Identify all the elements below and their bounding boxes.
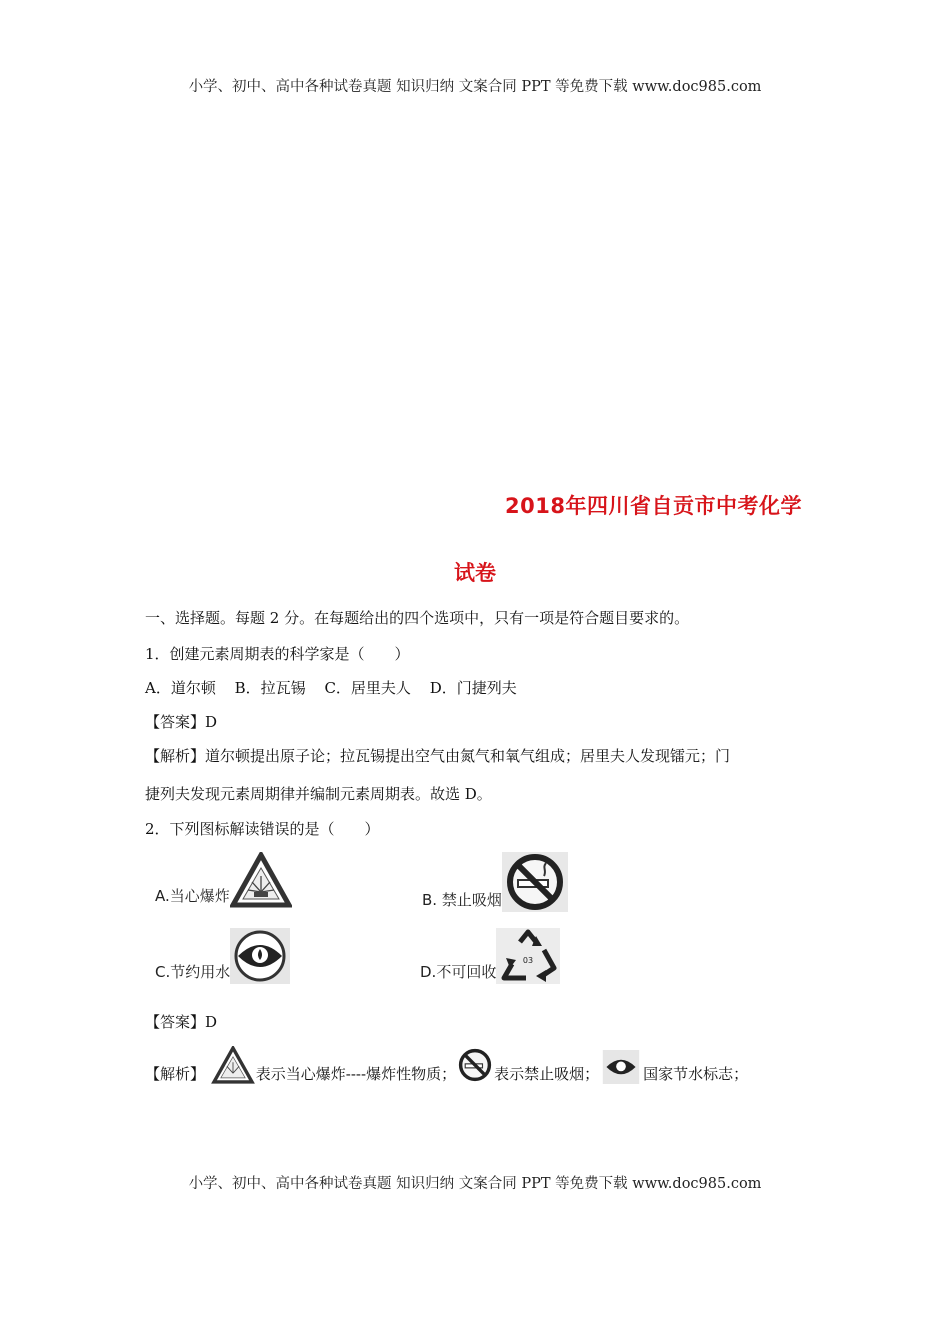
q2-analysis: [145, 1046, 748, 1084]
q2-stem: 2．下列图标解读错误的是（ ）: [145, 820, 380, 838]
q1-option-d: D．门捷列夫: [429, 679, 517, 697]
q1-option-b: B．拉瓦锡: [234, 679, 306, 697]
q1-option-a: A．道尔顿: [145, 679, 216, 697]
q1-answer: 【答案】D: [145, 713, 218, 731]
svg-text:03: 03: [523, 956, 534, 965]
q2-analysis-prefix: 【解析】: [145, 1065, 206, 1083]
q2-option-d: [420, 928, 560, 984]
exam-title-cont: 试卷: [454, 561, 496, 585]
explosive-warning-icon: [210, 1046, 256, 1084]
q2-answer: 【答案】D: [145, 1013, 218, 1031]
page-header: 小学、初中、高中各种试卷真题 知识归纳 文案合同 PPT 等免费下载 www.doc985.com: [188, 79, 762, 95]
q2-analysis-part1: 表示当心爆炸----爆炸性物质；: [255, 1065, 457, 1083]
q2-option-d-label: D.不可回收: [420, 963, 497, 981]
explosive-warning-icon: [230, 852, 292, 908]
section-heading: 一、选择题。每题 2 分。在每题给出的四个选项中，只有一项是符合题目要求的。: [145, 609, 690, 627]
page-footer: 小学、初中、高中各种试卷真题 知识归纳 文案合同 PPT 等免费下载 www.doc985.com: [188, 1176, 762, 1192]
q2-option-b-label: B. 禁止吸烟: [422, 891, 502, 909]
q2-option-a: [155, 852, 292, 908]
recycle-icon: [496, 928, 560, 984]
q1-options: [145, 677, 531, 698]
q2-option-a-label: A.当心爆炸: [155, 887, 230, 905]
q1-analysis-line1: 【解析】道尔顿提出原子论；拉瓦锡提出空气由氮气和氧气组成；居里夫人发现镭元；门: [145, 747, 731, 765]
no-smoking-icon: [502, 852, 568, 912]
q1-stem: 1．创建元素周期表的科学家是（ ）: [145, 645, 410, 663]
q2-option-c: [155, 928, 290, 984]
q2-analysis-part2: 表示禁止吸烟；: [494, 1065, 600, 1083]
q1-option-c: C．居里夫人: [324, 679, 411, 697]
q2-analysis-part3: 国家节水标志；: [643, 1065, 749, 1083]
water-saving-icon: [599, 1050, 643, 1084]
exam-title: 2018年四川省自贡市中考化学: [505, 494, 802, 518]
q1-analysis-line2: 捷列夫发现元素周期律并编制元素周期表。故选 D。: [145, 785, 492, 803]
no-smoking-icon: [456, 1046, 494, 1084]
q2-option-c-label: C.节约用水: [155, 963, 231, 981]
water-saving-icon: [230, 928, 290, 984]
q2-option-b: [422, 852, 568, 912]
